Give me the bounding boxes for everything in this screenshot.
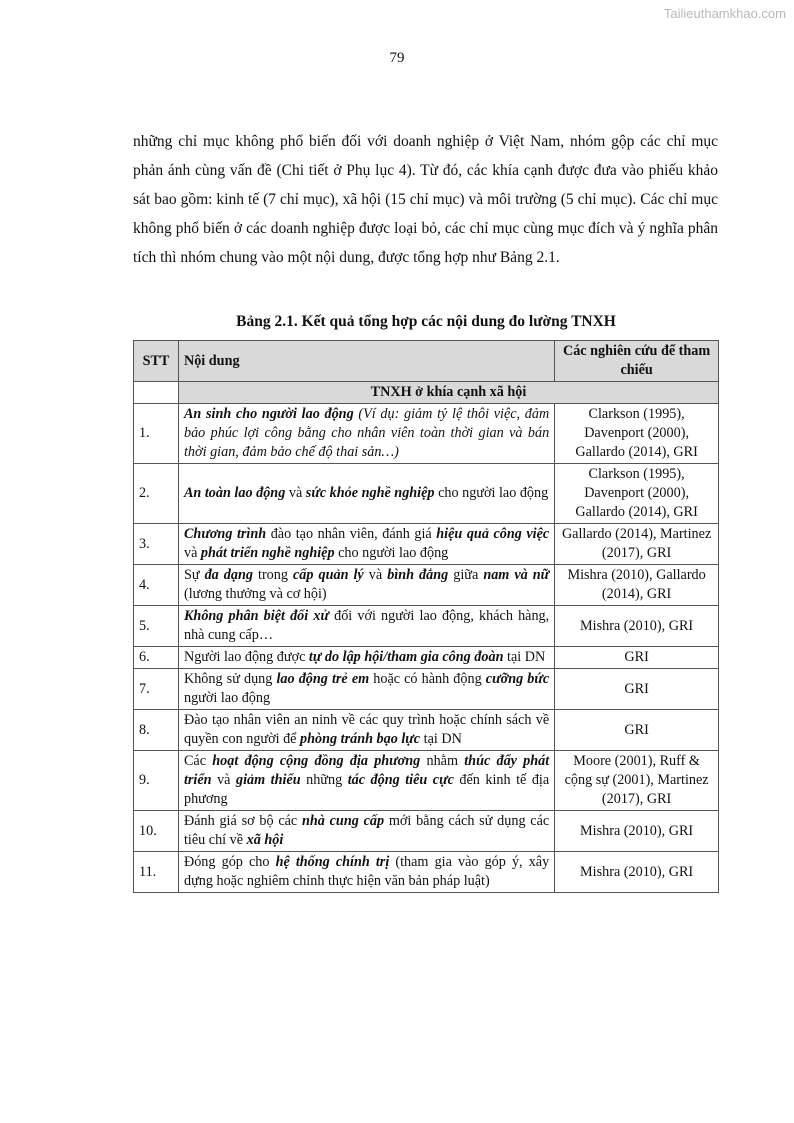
content-segment: Đóng góp cho <box>183 854 276 870</box>
content-segment: đa dạng <box>204 567 253 583</box>
table-row <box>134 852 719 893</box>
page-number: 79 <box>389 50 405 66</box>
content-segment: Không sử dụng <box>183 671 277 687</box>
row-number: 4. <box>134 565 179 606</box>
header-stt: STT <box>134 341 179 382</box>
section-spacer <box>134 382 179 404</box>
content-segment: Đánh giá sơ bộ các <box>183 813 302 829</box>
content-segment: cấp quản lý <box>292 567 364 583</box>
row-content <box>178 606 554 647</box>
content-segment: cho người lao động <box>434 485 549 501</box>
watermark: Tailieuthamkhao.com <box>663 6 786 21</box>
row-number: 10. <box>134 811 179 852</box>
content-segment: tại DN <box>420 731 462 747</box>
table-row <box>134 464 719 524</box>
content-segment: tại DN <box>503 649 546 665</box>
row-number: 8. <box>134 710 179 751</box>
row-content <box>178 751 554 811</box>
row-references: Clarkson (1995), Davenport (2000), Gallardo (2014), GRI <box>555 464 719 524</box>
content-segment: Người lao động được <box>183 649 309 665</box>
content-segment: xã hội <box>246 832 284 848</box>
row-content <box>178 669 554 710</box>
content-segment: An sinh cho người lao động <box>183 406 354 422</box>
content-segment: đến kinh tế địa phương <box>183 772 550 807</box>
body-paragraph: những chỉ mục không phổ biến đối với doanh nghiệp ở Việt Nam, nhóm gộp các chỉ mục phản ánh cùng vấn đề (Chi tiết ở Phụ lục 4). Từ đó, các khía cạnh được đưa vào phiếu khảo sát bao gồm: kinh tế (7 chỉ mục), xã hội (15 chỉ mục) và môi trường (5 chỉ mục). Các chỉ mục không phổ biến ở các doanh nghiệp được loại bỏ, các chỉ mục cùng mục đích và ý nghĩa phân tích thì nhóm chung vào một nội dung, được tổng hợp như Bảng 2.1. <box>133 133 718 266</box>
content-segment: sức khỏe nghề nghiệp <box>305 485 435 501</box>
content-segment: tác động tiêu cực <box>347 772 454 788</box>
content-segment: hoặc có hành động <box>369 671 486 687</box>
row-references: Mishra (2010), GRI <box>555 811 719 852</box>
content-segment: hệ thống chính trị <box>275 854 390 870</box>
row-references: Mishra (2010), GRI <box>555 852 719 893</box>
row-number: 9. <box>134 751 179 811</box>
section-row <box>134 382 719 404</box>
content-segment: và <box>183 545 201 561</box>
row-references: Mishra (2010), Gallardo (2014), GRI <box>555 565 719 606</box>
content-segment: người lao động <box>183 690 271 706</box>
content-segment: phát triển nghề nghiệp <box>200 545 335 561</box>
content-segment: cho người lao động <box>334 545 449 561</box>
row-number: 2. <box>134 464 179 524</box>
row-references: GRI <box>555 647 719 669</box>
row-content <box>178 524 554 565</box>
content-segment: và <box>285 485 306 501</box>
table-caption: Bảng 2.1. Kết quả tổng hợp các nội dung đo lường TNXH <box>236 313 616 330</box>
section-title: TNXH ở khía cạnh xã hội <box>178 382 718 404</box>
content-segment: Đào tạo nhân viên an ninh về các quy trình hoặc chính sách về quyền con người để <box>183 712 550 747</box>
measurement-table <box>133 340 719 893</box>
content-segment: hiệu quả công việc <box>436 526 550 542</box>
content-segment: (tham gia vào góp ý, xây dựng hoặc nghiêm chỉnh thực hiện văn bản pháp luật) <box>183 854 550 889</box>
row-references: Mishra (2010), GRI <box>555 606 719 647</box>
content-segment: nhà cung cấp <box>301 813 385 829</box>
table-row <box>134 404 719 464</box>
content-segment: (Ví dụ: giảm tỷ lệ thôi việc, đảm bảo phúc lợi công bằng cho nhân viên toàn thời gian và bán thời gian, đảm bảo chế độ thai sản…) <box>183 406 550 460</box>
row-content <box>178 404 554 464</box>
content-segment: đối với người lao động, khách hàng, nhà cung cấp… <box>183 608 550 643</box>
content-segment: bình đẳng <box>387 567 449 583</box>
table-row <box>134 565 719 606</box>
content-segment: trong <box>252 567 293 583</box>
row-number: 7. <box>134 669 179 710</box>
row-references: Gallardo (2014), Martinez (2017), GRI <box>555 524 719 565</box>
content-segment: lao động trẻ em <box>276 671 370 687</box>
content-segment: Không phân biệt đối xử <box>183 608 329 624</box>
content-segment: (lương thưởng và cơ hội) <box>183 586 327 602</box>
row-content <box>178 852 554 893</box>
content-segment: giảm thiểu <box>235 772 301 788</box>
content-segment: hoạt động cộng đồng địa phương <box>212 753 421 769</box>
table-row <box>134 647 719 669</box>
content-segment: những <box>300 772 348 788</box>
content-segment: và <box>363 567 388 583</box>
table-row <box>134 710 719 751</box>
header-content: Nội dung <box>178 341 554 382</box>
row-number: 11. <box>134 852 179 893</box>
content-segment: Sự <box>183 567 205 583</box>
content-segment: tự do lập hội/tham gia công đoàn <box>308 649 504 665</box>
row-references: Moore (2001), Ruff & cộng sự (2001), Martinez (2017), GRI <box>555 751 719 811</box>
row-content <box>178 710 554 751</box>
content-segment: đào tạo nhân viên, đánh giá <box>266 526 437 542</box>
content-segment: thúc đẩy phát triển <box>183 753 550 788</box>
content-segment: và <box>211 772 236 788</box>
content-segment: cưỡng bức <box>485 671 550 687</box>
content-segment: Các <box>183 753 213 769</box>
row-references: GRI <box>555 669 719 710</box>
content-segment: mới bằng cách sử dụng các tiêu chí về <box>183 813 550 848</box>
row-number: 1. <box>134 404 179 464</box>
row-content <box>178 811 554 852</box>
table-row <box>134 606 719 647</box>
row-references: GRI <box>555 710 719 751</box>
row-content <box>178 464 554 524</box>
content-segment: giữa <box>448 567 484 583</box>
table-row <box>134 751 719 811</box>
table-header-row <box>134 341 719 382</box>
content-segment: nhằm <box>420 753 465 769</box>
row-number: 3. <box>134 524 179 565</box>
row-number: 5. <box>134 606 179 647</box>
row-references: Clarkson (1995), Davenport (2000), Gallardo (2014), GRI <box>555 404 719 464</box>
content-segment: An toàn lao động <box>183 485 286 501</box>
content-segment: nam và nữ <box>483 567 550 583</box>
row-content <box>178 565 554 606</box>
table-row <box>134 669 719 710</box>
content-segment: Chương trình <box>183 526 267 542</box>
row-number: 6. <box>134 647 179 669</box>
table-row <box>134 811 719 852</box>
row-content <box>178 647 554 669</box>
table-row <box>134 524 719 565</box>
content-segment: phòng tránh bạo lực <box>300 731 421 747</box>
header-references: Các nghiên cứu để tham chiếu <box>555 341 719 382</box>
